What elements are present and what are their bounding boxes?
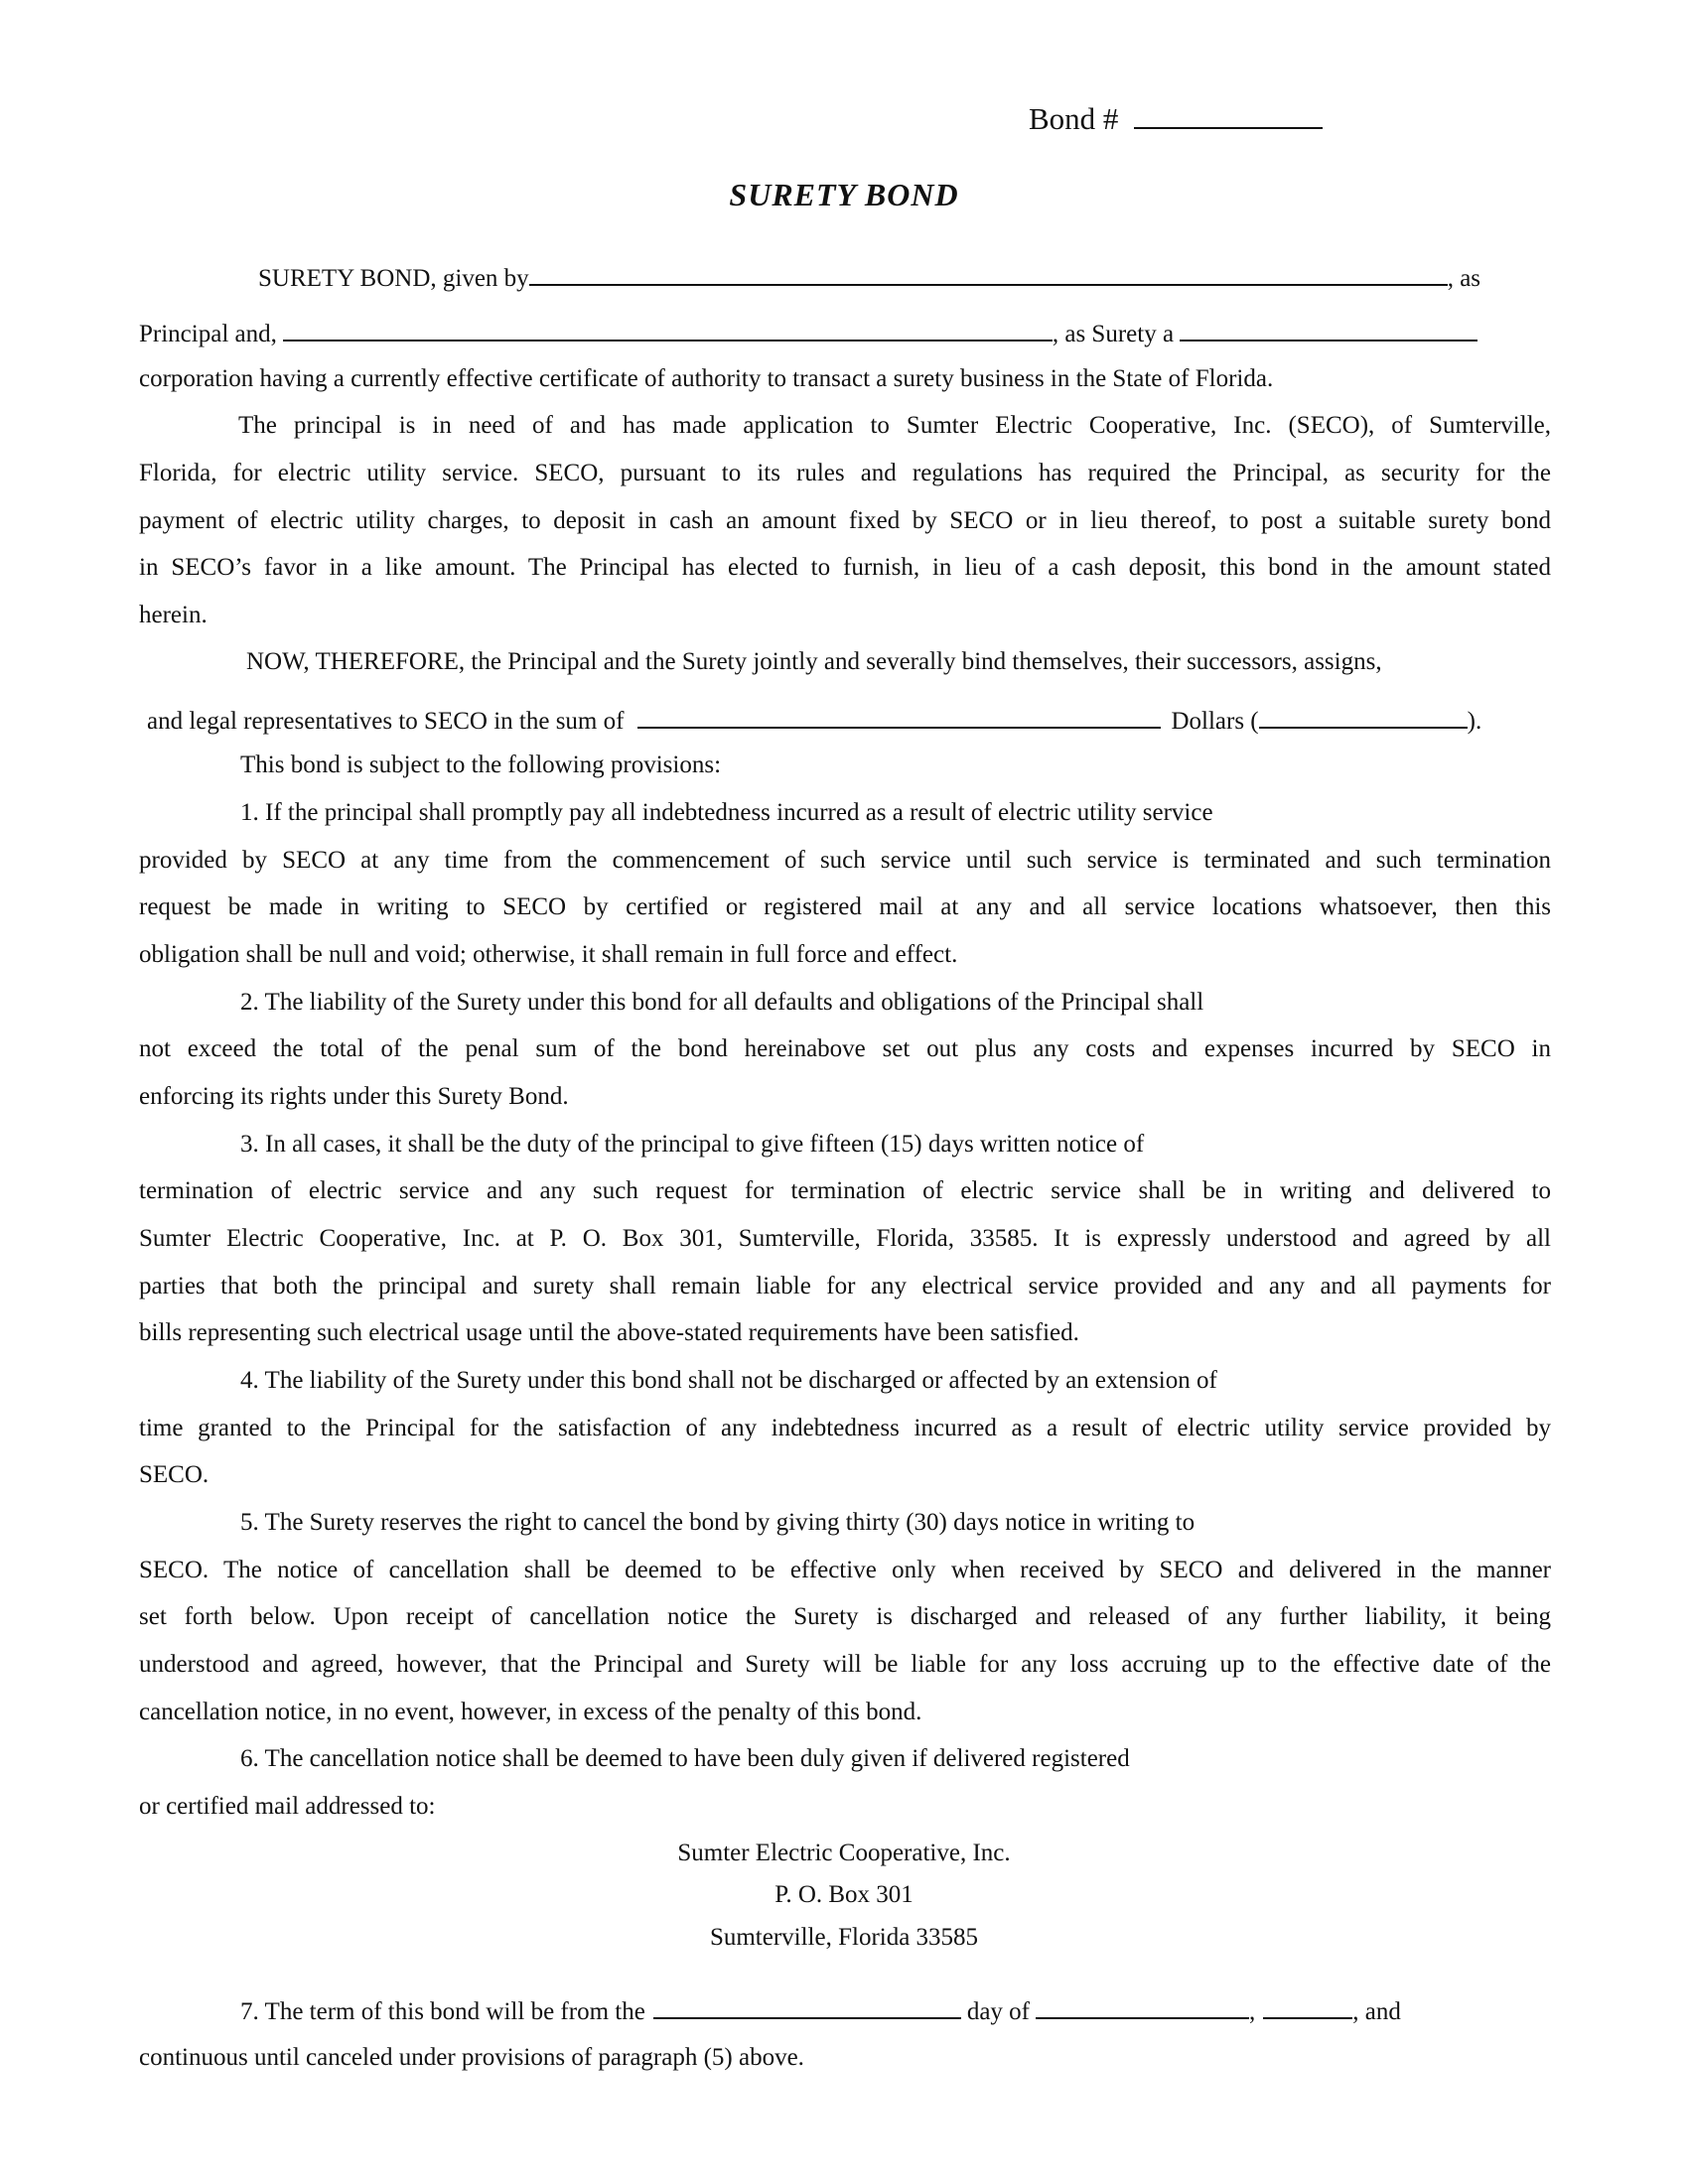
bond-number-field[interactable] <box>1134 99 1323 129</box>
provision-4-line-3: SECO. <box>139 1461 210 1488</box>
close-paren-text: ). <box>1467 708 1482 735</box>
recital-line-2: Florida, for electric utility service. SECO, pursuant to its rules and regulations has required the Principal, as security for the <box>139 460 1551 486</box>
provision-1-line-4: obligation shall be null and void; otherwise, it shall remain in full force and effect. <box>139 941 958 968</box>
recital-line-3: payment of electric utility charges, to deposit in cash an amount fixed by SECO or in lieu thereof, to post a suitable surety bond <box>139 507 1551 534</box>
address-po-box: P. O. Box 301 <box>774 1881 914 1908</box>
intro-line-1 <box>258 260 1480 295</box>
principal-and-text: Principal and, <box>139 321 277 347</box>
provision-7-line-2: continuous until canceled under provisions of paragraph (5) above. <box>139 2044 804 2071</box>
surety-name-field[interactable] <box>283 316 1053 341</box>
as-text: , as <box>1447 265 1481 292</box>
recital-line-5: herein. <box>139 602 208 628</box>
as-surety-text: , as Surety a <box>1052 321 1175 347</box>
given-by-text: SURETY BOND, given by <box>258 265 529 292</box>
address-name: Sumter Electric Cooperative, Inc. <box>677 1840 1011 1866</box>
bond-number-label: Bond # <box>1029 101 1119 136</box>
intro-line-2 <box>139 316 1477 350</box>
start-month-field[interactable] <box>1036 1993 1249 2019</box>
principal-name-field[interactable] <box>529 260 1448 286</box>
address-city: Sumterville, Florida 33585 <box>709 1924 979 1951</box>
provision-1-line-2: provided by SECO at any time from the commencement of such service until such service is terminated and such termination <box>139 847 1551 874</box>
therefore-line-2 <box>147 703 1481 738</box>
provision-5-line-4: understood and agreed, however, that the Principal and Surety will be liable for any loss accruing up to the effective date of the <box>139 1651 1551 1678</box>
recital-line-1: The principal is in need of and has made application to Sumter Electric Cooperative, Inc. (SECO), of Sumterville, <box>238 412 1551 439</box>
surety-state-field[interactable] <box>1180 316 1477 341</box>
term-from-text: 7. The term of this bond will be from the <box>240 1998 645 2025</box>
provision-2-line-2: not exceed the total of the penal sum of the bond hereinabove set out plus any costs and expenses incurred by SECO in <box>139 1035 1551 1062</box>
amount-words-field[interactable] <box>637 703 1161 729</box>
provision-1-line-1: 1. If the principal shall promptly pay all indebtedness incurred as a result of electric utility service <box>240 799 1213 826</box>
bond-number-row <box>1029 99 1323 139</box>
provision-3-line-3: Sumter Electric Cooperative, Inc. at P. O. Box 301, Sumterville, Florida, 33585. It is expressly understood and agreed by all <box>139 1225 1551 1252</box>
page-title: SURETY BOND <box>729 177 959 212</box>
start-year-field[interactable] <box>1263 1993 1352 2019</box>
and-text: , and <box>1352 1998 1401 2025</box>
provision-5-line-1: 5. The Surety reserves the right to cancel the bond by giving thirty (30) days notice in writing to <box>240 1509 1196 1536</box>
provision-3-line-4: parties that both the principal and surety shall remain liable for any electrical service provided and any and all payments for <box>139 1273 1551 1299</box>
dollars-text: Dollars ( <box>1171 708 1259 735</box>
therefore-line-1: NOW, THEREFORE, the Principal and the Surety jointly and severally bind themselves, their successors, assigns, <box>246 648 1382 675</box>
provision-5-line-2: SECO. The notice of cancellation shall be deemed to be effective only when received by SECO and delivered in the manner <box>139 1557 1551 1583</box>
provision-7-line-1 <box>240 1993 1401 2028</box>
provision-4-line-1: 4. The liability of the Surety under this bond shall not be discharged or affected by an extension of <box>240 1367 1217 1394</box>
intro-line-3: corporation having a currently effective certificate of authority to transact a surety business in the State of Florida. <box>139 365 1274 392</box>
provisions-intro: This bond is subject to the following provisions: <box>240 751 722 778</box>
provision-1-line-3: request be made in writing to SECO by certified or registered mail at any and all service locations whatsoever, then this <box>139 893 1551 920</box>
comma-text: , <box>1248 1998 1256 2025</box>
provision-3-line-5: bills representing such electrical usage until the above-stated requirements have been satisfied. <box>139 1319 1079 1346</box>
provision-4-line-2: time granted to the Principal for the satisfaction of any indebtedness incurred as a result of electric utility service provided by <box>139 1415 1551 1441</box>
provision-3-line-1: 3. In all cases, it shall be the duty of the principal to give fifteen (15) days written notice of <box>240 1131 1145 1158</box>
amount-figures-field[interactable] <box>1259 703 1468 729</box>
provision-2-line-3: enforcing its rights under this Surety Bond. <box>139 1083 569 1110</box>
provision-3-line-2: termination of electric service and any such request for termination of electric service shall be in writing and delivered to <box>139 1177 1551 1204</box>
start-day-field[interactable] <box>653 1993 961 2019</box>
provision-5-line-5: cancellation notice, in no event, however, in excess of the penalty of this bond. <box>139 1699 922 1725</box>
provision-6-line-1: 6. The cancellation notice shall be deemed to have been duly given if delivered registered <box>240 1745 1130 1772</box>
provision-5-line-3: set forth below. Upon receipt of cancellation notice the Surety is discharged and released of any further liability, it being <box>139 1603 1551 1630</box>
recital-line-4: in SECO’s favor in a like amount. The Principal has elected to furnish, in lieu of a cash deposit, this bond in the amount stated <box>139 554 1551 581</box>
day-of-text: day of <box>966 1998 1030 2025</box>
provision-2-line-1: 2. The liability of the Surety under this bond for all defaults and obligations of the Principal shall <box>240 989 1204 1016</box>
provision-6-line-2: or certified mail addressed to: <box>139 1793 436 1820</box>
sum-of-text: and legal representatives to SECO in the sum of <box>147 708 625 735</box>
